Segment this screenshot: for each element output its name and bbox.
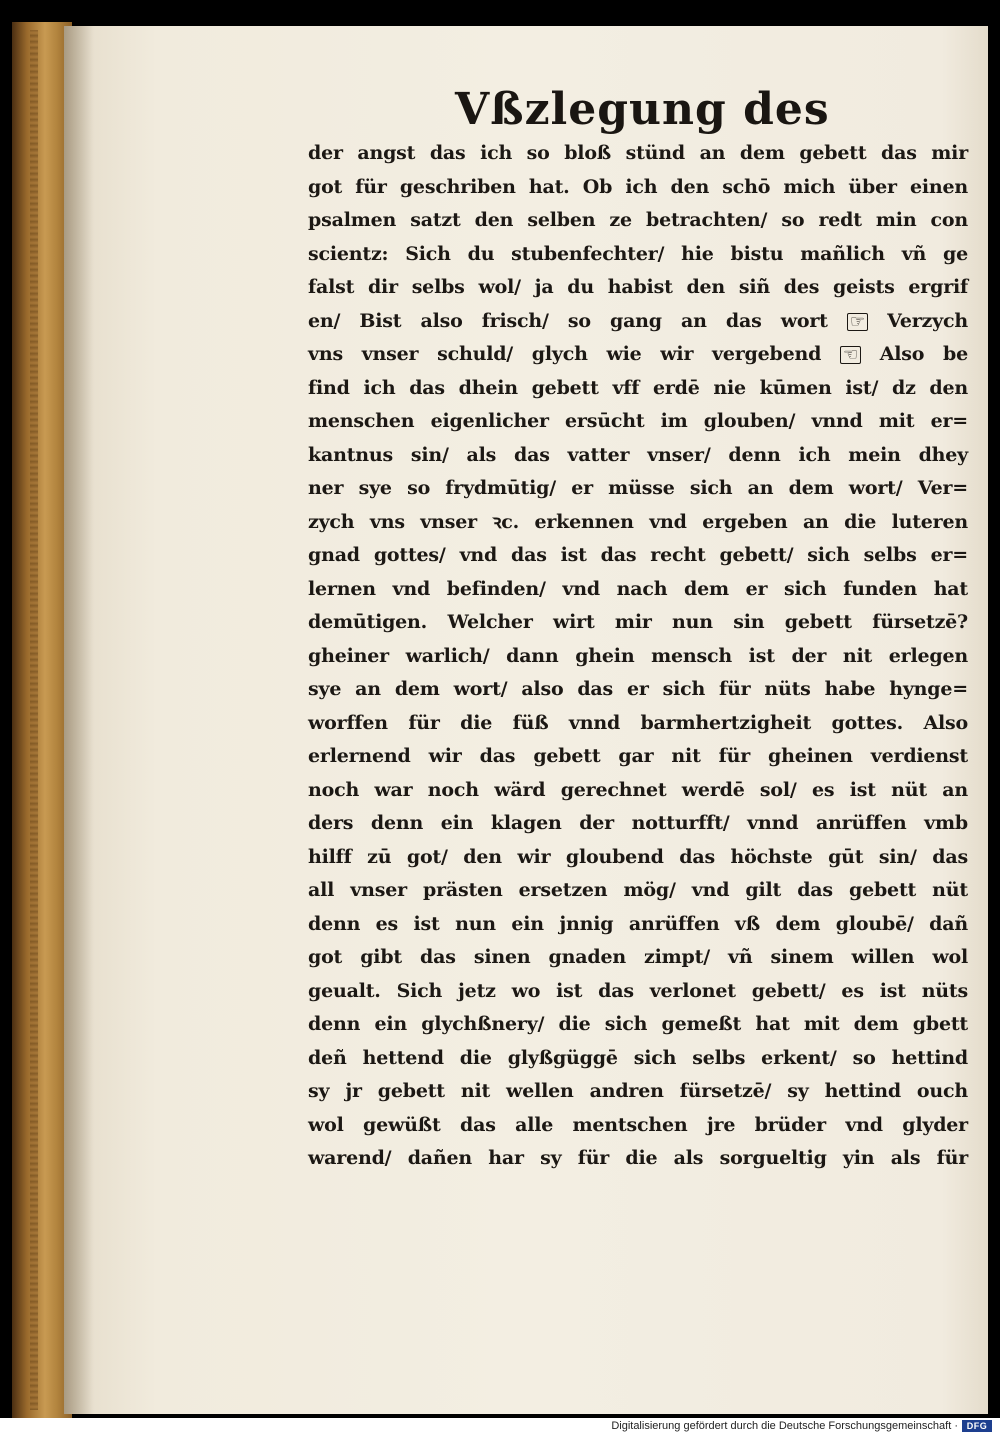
text-segment: Verzych <box>887 309 968 332</box>
text-line: all vnser prästen ersetzen mög/ vnd gilt das gebett nüt <box>308 879 968 901</box>
pointing-hand-mark-icon: ☜ <box>840 346 861 364</box>
gutter-shadow <box>64 26 94 1414</box>
text-segment: vns vnser schuld/ glych wie wir vergebend <box>308 343 822 365</box>
text-line: got für geschriben hat. Ob ich den schō mich über einen <box>308 175 968 198</box>
text-line: erlernend wir das gebett gar nit für gheinen verdienst <box>308 745 968 767</box>
text-line: ders denn ein klagen der notturfft/ vnnd anrüffen vmb <box>308 812 968 834</box>
text-line: psalmen satzt den selben ze betrachten/ so redt min con <box>308 209 968 231</box>
text-segment: en/ Bist also frisch/ so gang an das wort <box>308 309 828 332</box>
text-line: der angst das ich so bloß stünd an dem gebett das mir <box>308 142 968 164</box>
text-line: gnad gottes/ vnd das ist das recht gebett/ sich selbs er= <box>308 544 968 566</box>
text-line: lernen vnd befinden/ vnd nach dem er sich funden hat <box>308 577 968 600</box>
funding-credit: Digitalisierung gefördert durch die Deutsche Forschungsgemeinschaft · <box>611 1420 958 1432</box>
text-line: hilff zū got/ den wir gloubend das höchste gūt sin/ das <box>308 845 968 868</box>
text-line: denn ein glychßnery/ die sich gemeßt hat mit dem gbett <box>308 1013 968 1035</box>
text-line: noch war noch wärd gerechnet werdē sol/ es ist nüt an <box>308 778 968 801</box>
text-line: warend/ dañen har sy für die als sorgueltig yin als für <box>308 1147 968 1169</box>
text-line: gheiner warlich/ dann ghein mensch ist der nit erlegen <box>308 644 968 667</box>
text-line: sy jr gebett nit wellen andren fürsetzē/ sy hettind ouch <box>308 1080 968 1102</box>
text-block <box>308 137 968 1176</box>
text-line: zych vns vnser ꝛc. erkennen vnd ergeben an die luteren <box>308 510 968 533</box>
pointing-hand-mark-icon: ☞ <box>847 313 868 331</box>
text-segment: Also be <box>879 343 968 365</box>
text-line: wol gewüßt das alle mentschen jre brüder vnd glyder <box>308 1113 968 1136</box>
text-line: kantnus sin/ als das vatter vnser/ denn ich mein dhey <box>308 443 968 466</box>
text-line: denn es ist nun ein jnnig anrüffen vß dem gloubē/ dañ <box>308 912 968 935</box>
text-line: find ich das dhein gebett vff erdē nie kūmen ist/ dz den <box>308 376 968 399</box>
running-head: Vßzlegung des <box>455 84 830 135</box>
dfg-logo: DFG <box>962 1420 992 1432</box>
text-line-with-mark <box>308 338 968 372</box>
text-line: geualt. Sich jetz wo ist das verlonet gebett/ es ist nüts <box>308 979 968 1002</box>
text-line: deñ hettend die glyßgüggē sich selbs erkent/ so hettind <box>308 1046 968 1069</box>
text-line: worffen für die füß vnnd barmhertzigheit gottes. Also <box>308 711 968 734</box>
digitization-footer <box>0 1418 1000 1434</box>
text-line: demūtigen. Welcher wirt mir nun sin gebett fürsetzē? <box>308 611 968 633</box>
page-edges <box>30 30 38 1410</box>
text-line: ner sye so frydmūtig/ er müsse sich an dem wort/ Ver= <box>308 477 968 499</box>
book-spine <box>12 22 72 1420</box>
text-line: scientz: Sich du stubenfechter/ hie bistu mañlich vñ ge <box>308 242 968 265</box>
text-line: menschen eigenlicher ersūcht im glouben/ vnnd mit er= <box>308 410 968 432</box>
text-line-with-mark <box>308 305 968 339</box>
text-line: got gibt das sinen gnaden zimpt/ vñ sinem willen wol <box>308 946 968 968</box>
text-line: falst dir selbs wol/ ja du habist den siñ des geists ergrif <box>308 276 968 298</box>
text-line: sye an dem wort/ also das er sich für nüts habe hynge= <box>308 678 968 700</box>
